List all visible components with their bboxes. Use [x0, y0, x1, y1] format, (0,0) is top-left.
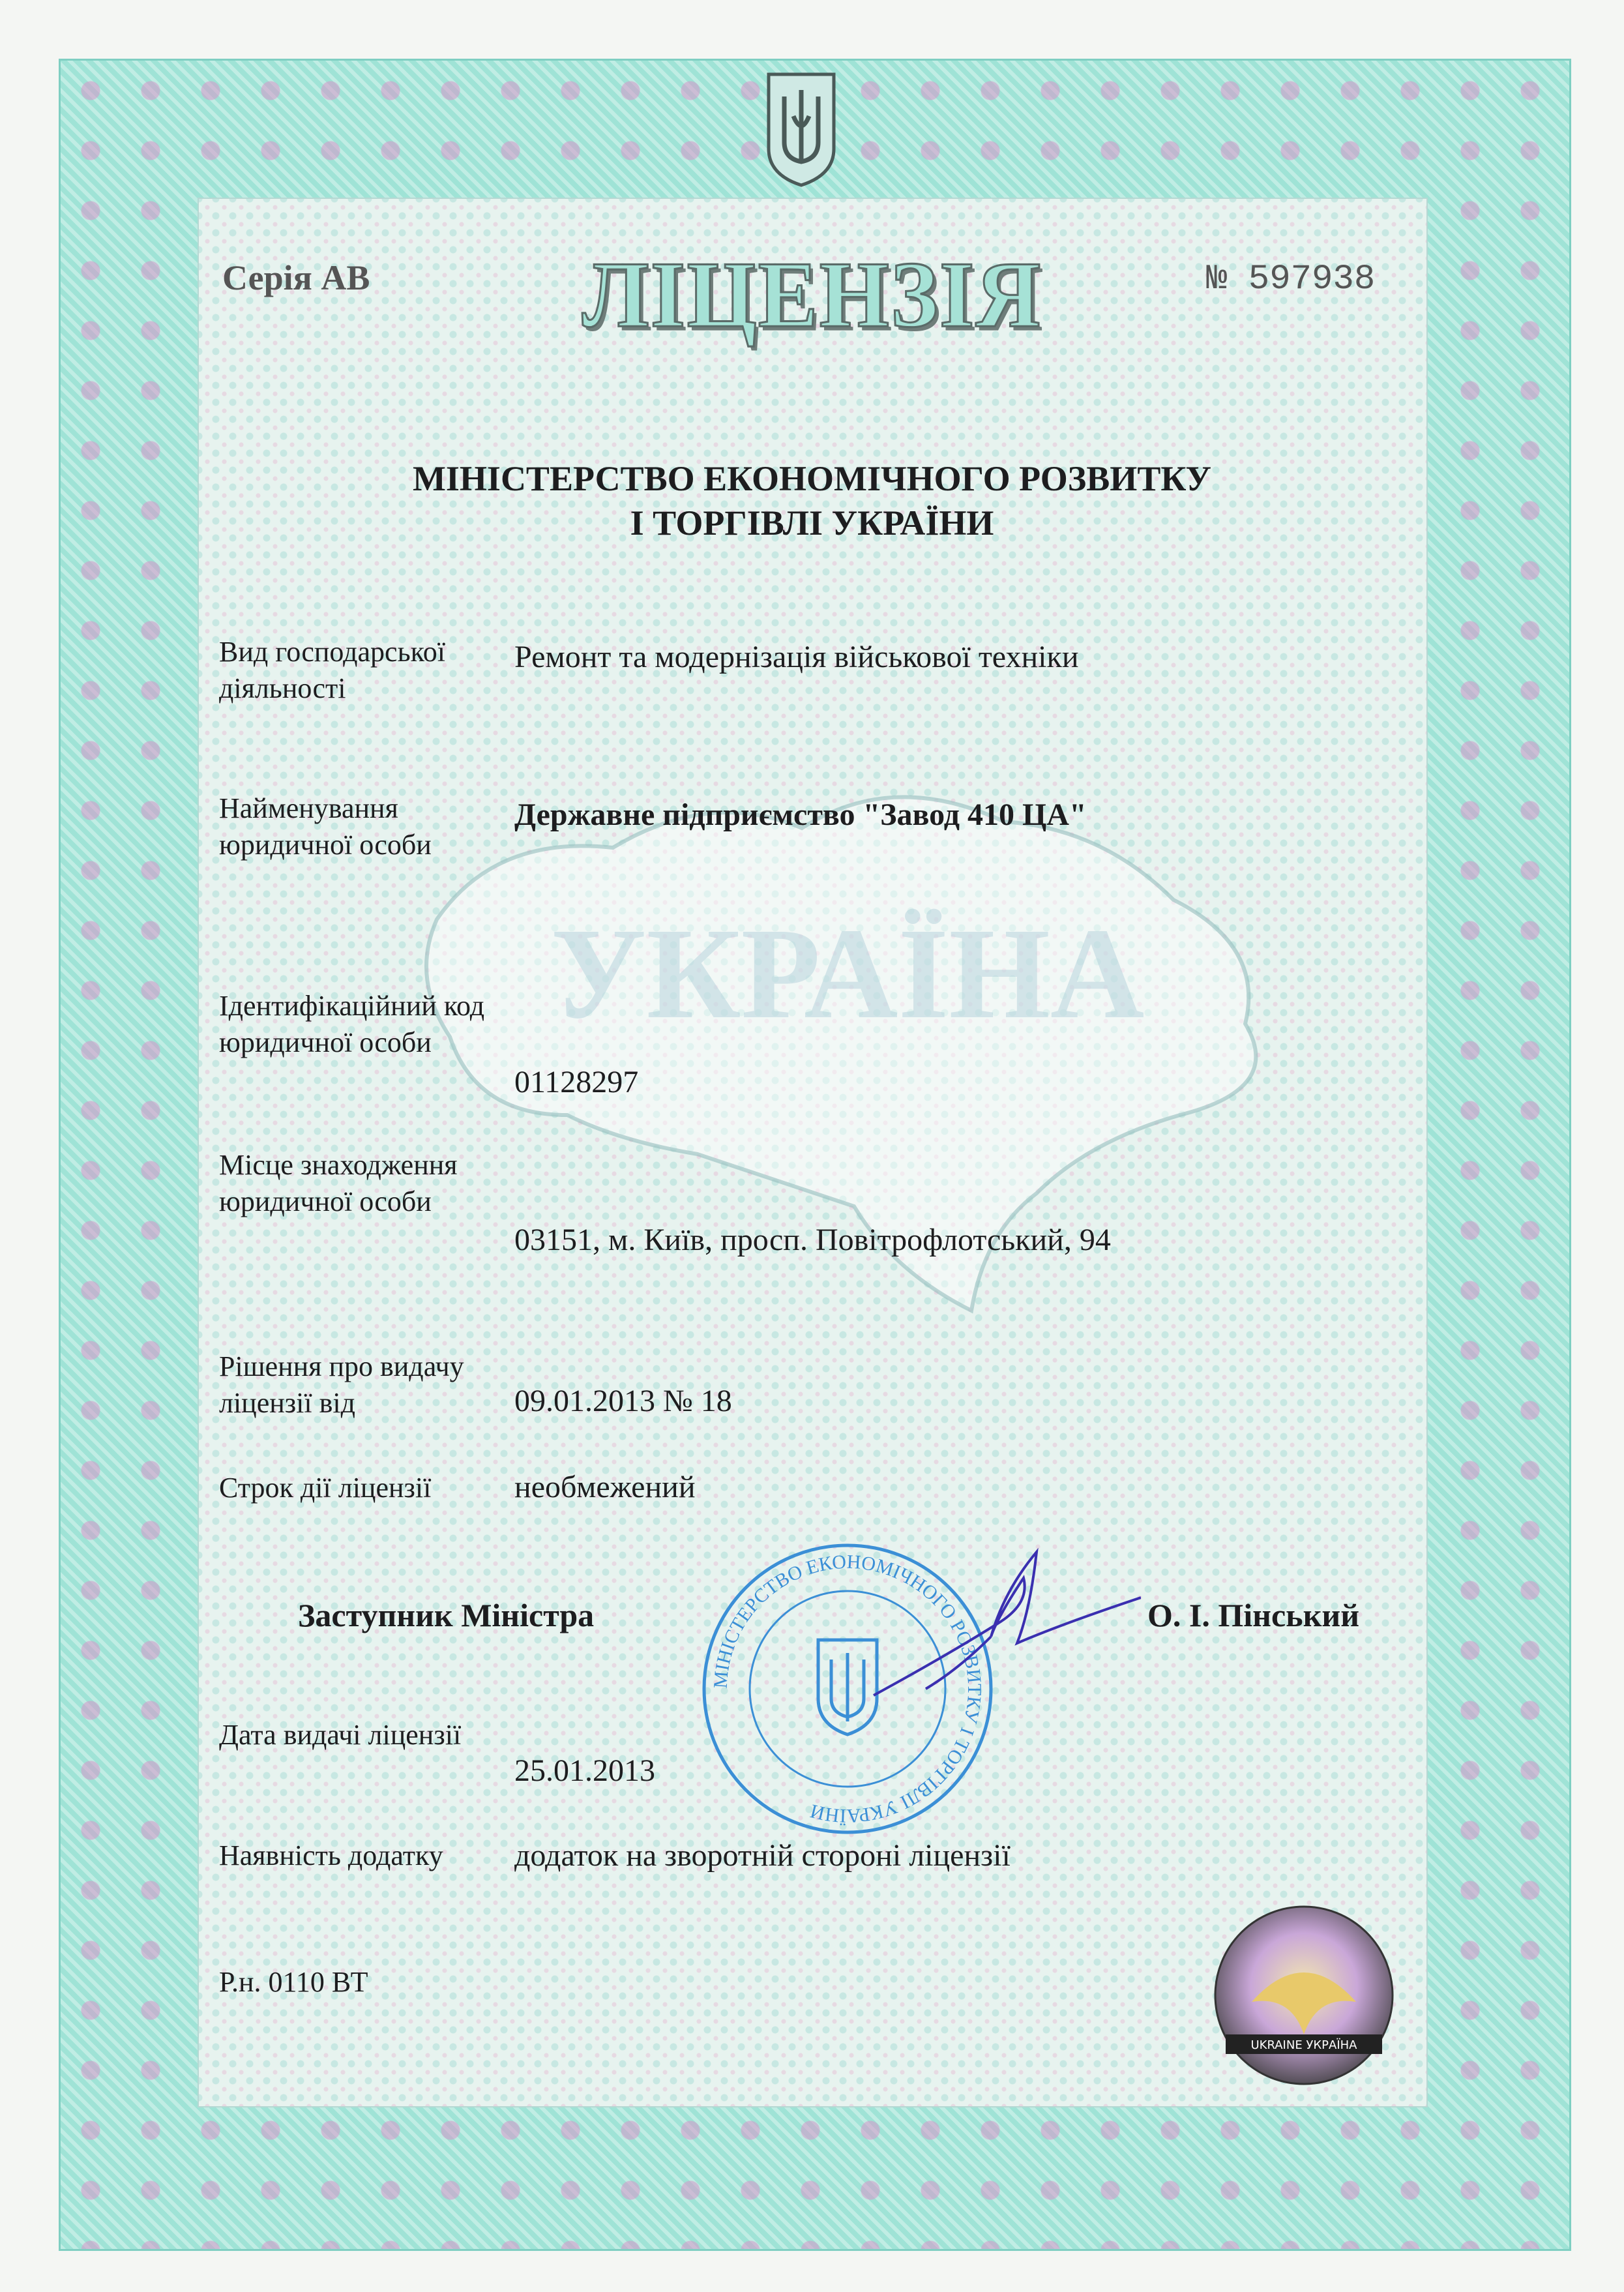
hologram-text: UKRAINE УКРАЇНА	[1250, 2038, 1357, 2052]
activity-value: Ремонт та модернізація військової техніки	[514, 640, 1079, 674]
issuing-authority	[0, 456, 1624, 545]
watermark-text: УКРАЇНА	[550, 902, 1145, 1046]
document-title: ЛІЦЕНЗІЯ	[582, 242, 1042, 347]
decision-label: Рішення про видачу ліцензії від	[219, 1350, 464, 1419]
coat-of-arms-icon	[765, 70, 838, 188]
license-number: № 597938	[1206, 260, 1376, 299]
name-value: Державне підприємство "Завод 410 ЦА"	[514, 797, 1087, 832]
issue-date-value: 25.01.2013	[514, 1753, 655, 1788]
issue-date-label: Дата видачі ліцензії	[219, 1719, 462, 1751]
authority-line-2: І ТОРГІВЛІ УКРАЇНИ	[630, 503, 994, 543]
signature	[867, 1539, 1141, 1734]
code-value: 01128297	[514, 1065, 639, 1099]
signatory-position: Заступник Міністра	[298, 1597, 595, 1633]
term-value: необмежений	[514, 1470, 696, 1504]
license-series: Серія АВ	[222, 258, 370, 297]
appendix-label: Наявність додатку	[219, 1839, 443, 1871]
term-label: Строк дії ліцензії	[219, 1472, 432, 1504]
stamp-text: МІНІСТЕРСТВО ЕКОНОМІЧНОГО РОЗВИТКУ І ТОРГІВЛІ УКРАЇНИ	[709, 1551, 986, 1827]
location-value: 03151, м. Київ, просп. Повітрофлотський, 94	[514, 1223, 1111, 1257]
appendix-value: додаток на зворотній стороні ліцензії	[514, 1838, 1011, 1873]
decision-value: 09.01.2013 № 18	[514, 1384, 732, 1418]
activity-label: Вид господарської діяльності	[219, 636, 446, 704]
registration-number: Р.н. 0110 ВТ	[219, 1966, 368, 1998]
location-label: Місце знаходження юридичної особи	[219, 1149, 458, 1217]
code-label: Ідентифікаційний код юридичної особи	[219, 990, 485, 1058]
name-label: Найменування юридичної особи	[219, 792, 432, 861]
hologram-icon	[1213, 1904, 1395, 2087]
authority-line-1: МІНІСТЕРСТВО ЕКОНОМІЧНОГО РОЗВИТКУ	[412, 459, 1212, 498]
signatory-name: О. І. Пінський	[1147, 1597, 1359, 1633]
